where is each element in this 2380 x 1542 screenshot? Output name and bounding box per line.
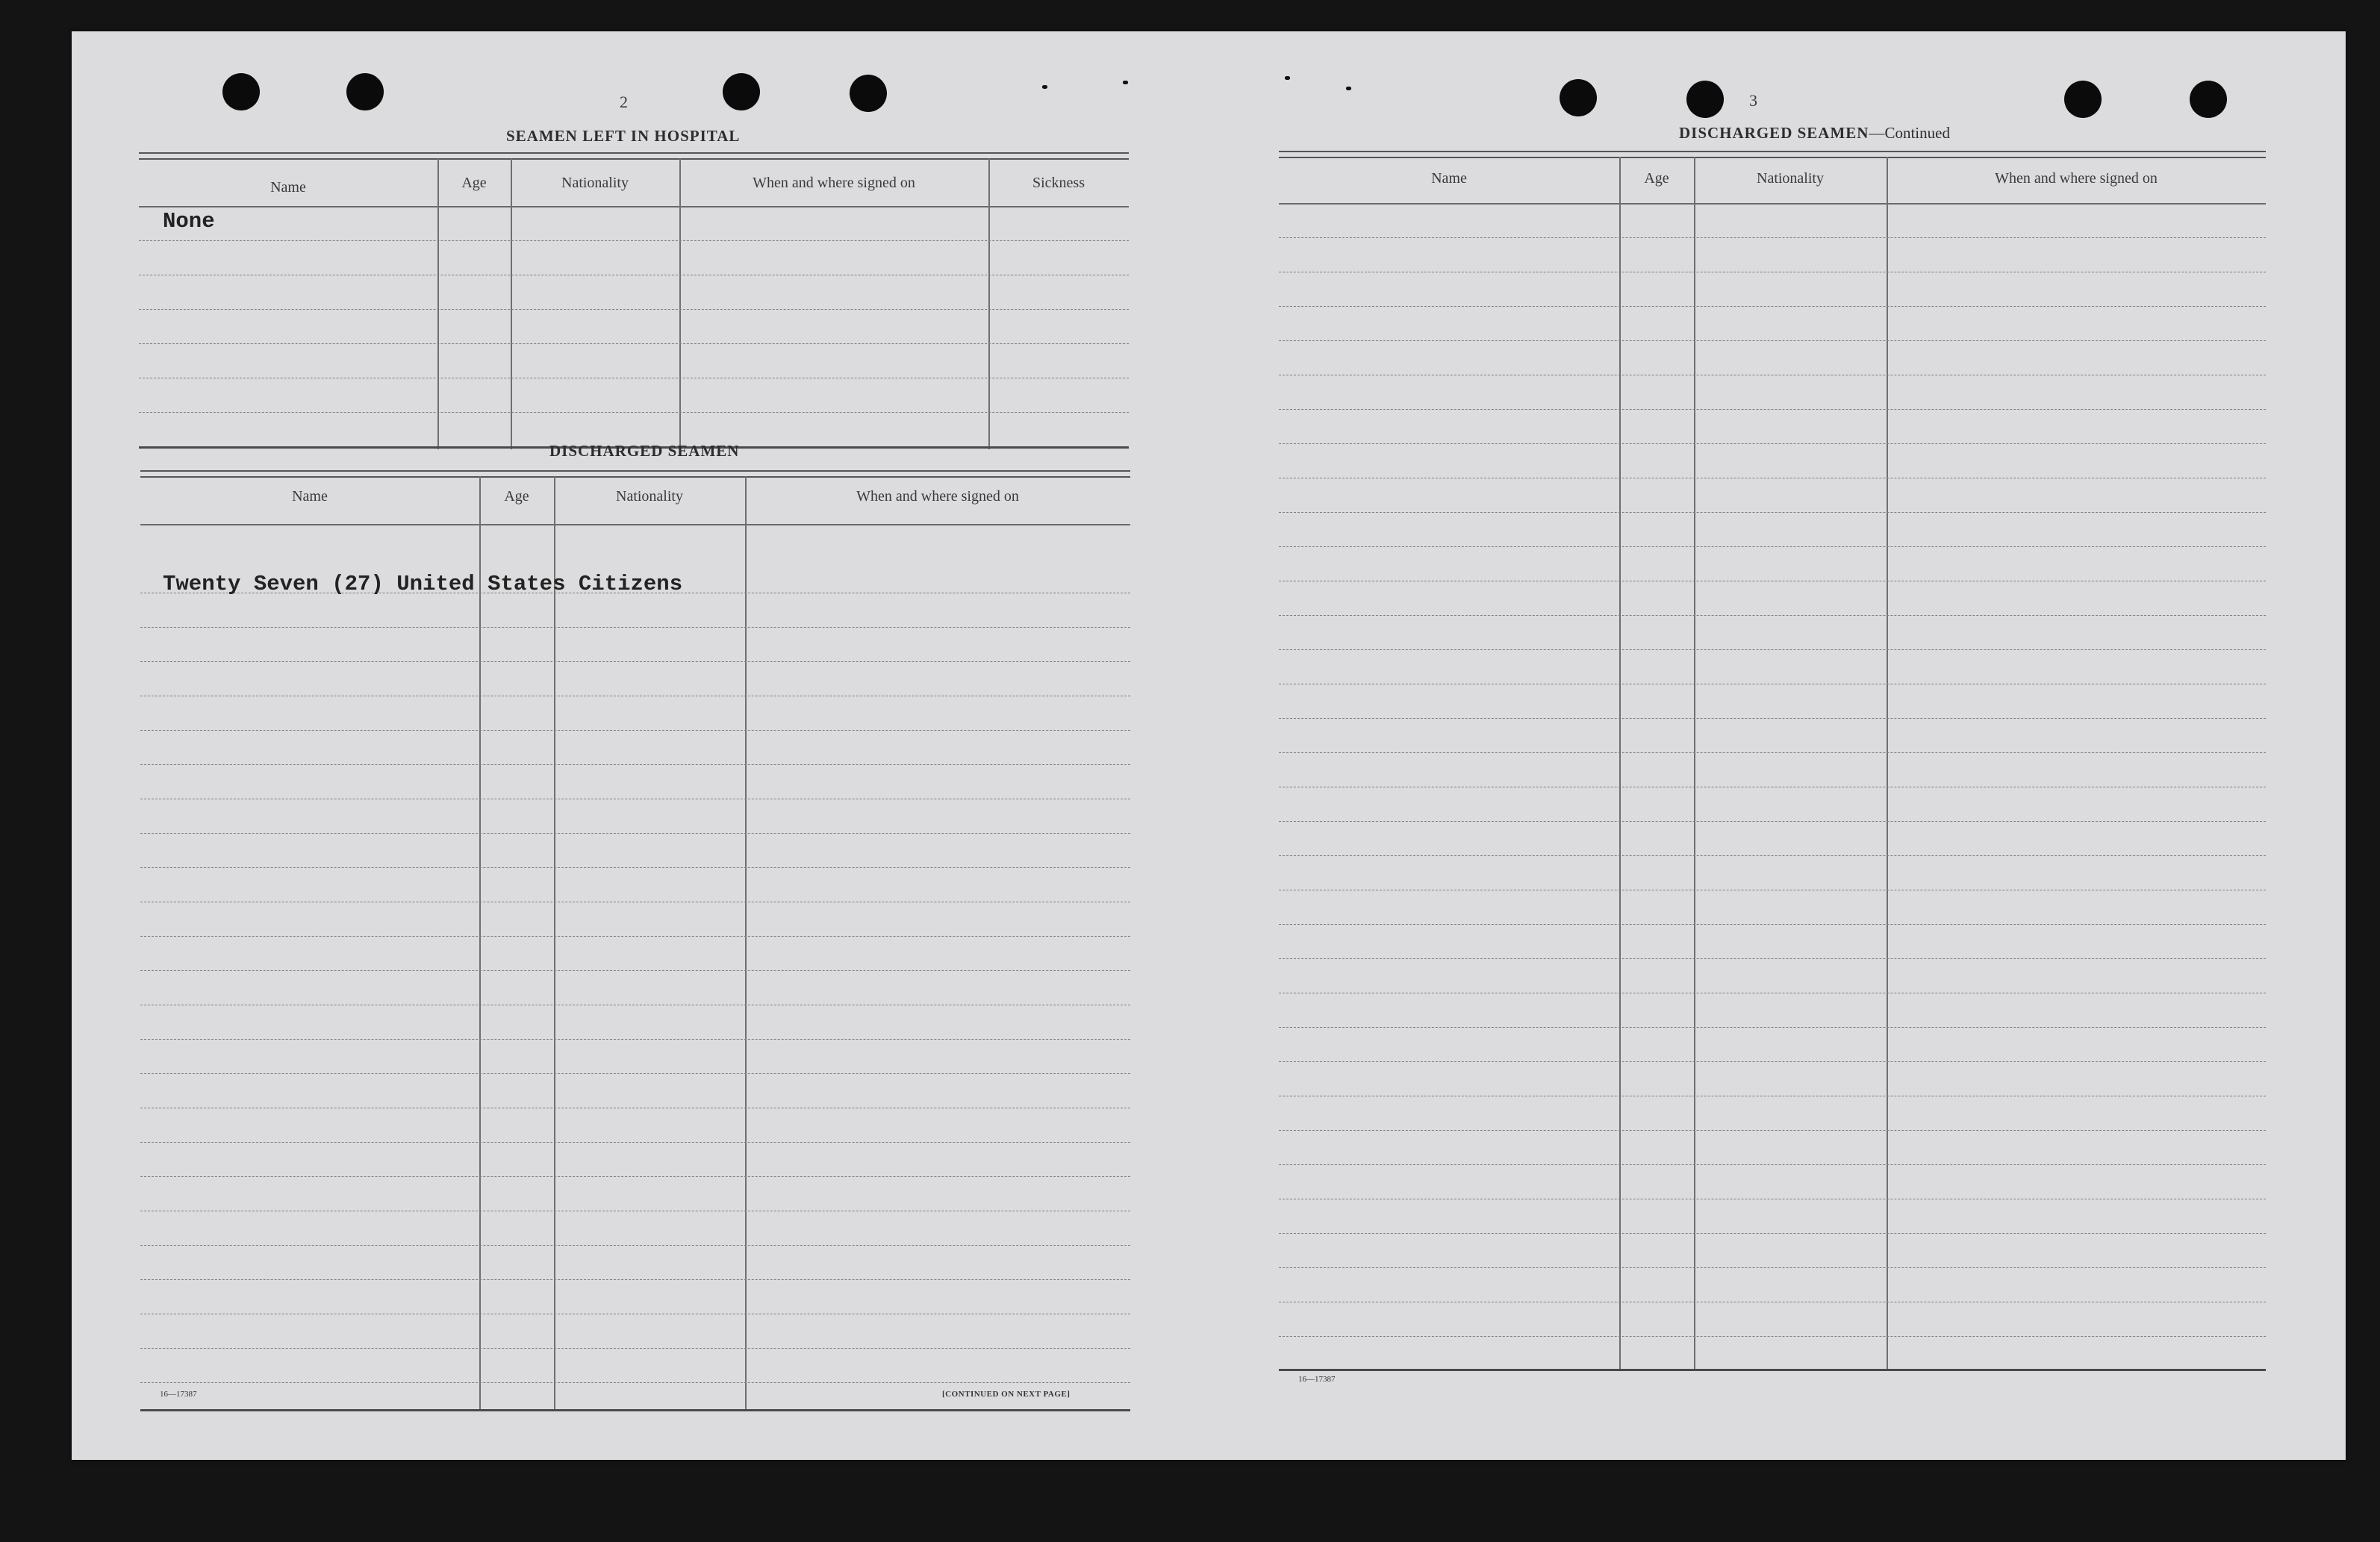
table-row <box>140 661 1130 662</box>
table-row <box>140 936 1130 937</box>
table-row <box>140 1245 1130 1246</box>
column-divider <box>1619 157 1621 1370</box>
table-row <box>1279 1267 2266 1268</box>
table-row <box>1279 1336 2266 1337</box>
table-row <box>139 240 1129 241</box>
right-page <box>1209 31 2346 1460</box>
table-row <box>1279 546 2266 547</box>
table-row <box>1279 1164 2266 1165</box>
discharged-table <box>140 470 1130 1412</box>
column-divider <box>988 158 990 449</box>
table-row <box>140 764 1130 765</box>
col-header-signed-on: When and where signed on <box>856 488 1019 505</box>
title-suffix: —Continued <box>1869 124 1950 142</box>
double-rule <box>1279 151 2266 158</box>
table-row <box>140 833 1130 834</box>
hospital-entry: None <box>163 209 215 234</box>
col-header-nationality: Nationality <box>616 488 683 505</box>
table-row <box>1279 821 2266 822</box>
punch-hole <box>346 73 384 110</box>
col-header-signed-on: When and where signed on <box>753 175 915 191</box>
hospital-section-title: SEAMEN LEFT IN HOSPITAL <box>506 127 741 145</box>
table-row <box>1279 409 2266 410</box>
table-row <box>1279 1233 2266 1234</box>
table-row <box>1279 306 2266 307</box>
column-divider <box>479 476 481 1411</box>
table-row <box>140 730 1130 731</box>
table-row <box>1279 958 2266 959</box>
discharged-continued-table <box>1279 151 2266 1408</box>
punch-hole <box>222 73 260 110</box>
table-row <box>1279 718 2266 719</box>
table-row <box>1279 237 2266 238</box>
page-number: 3 <box>1749 91 1757 110</box>
col-header-age: Age <box>504 488 529 505</box>
discharged-section-title: DISCHARGED SEAMEN <box>549 442 740 460</box>
column-divider <box>1887 157 1888 1370</box>
header-rule <box>139 206 1129 207</box>
ink-speck <box>1285 76 1290 80</box>
punch-hole <box>850 75 887 112</box>
table-bottom-rule <box>140 1409 1130 1411</box>
page-number: 2 <box>620 93 628 111</box>
col-header-name: Name <box>1431 170 1467 187</box>
table-row <box>139 309 1129 310</box>
form-number: 16—17387 <box>1298 1375 1336 1384</box>
table-row <box>140 1176 1130 1177</box>
table-row <box>140 970 1130 971</box>
punch-hole <box>1686 81 1724 118</box>
continued-note: [CONTINUED ON NEXT PAGE] <box>942 1390 1071 1399</box>
ink-speck <box>1346 87 1351 90</box>
table-row <box>1279 512 2266 513</box>
hospital-table <box>139 152 1129 451</box>
table-row <box>140 1073 1130 1074</box>
column-divider <box>554 476 555 1411</box>
table-row <box>140 1279 1130 1280</box>
ledger-sheet <box>72 31 2346 1460</box>
table-row <box>1279 340 2266 341</box>
header-rule <box>1279 203 2266 205</box>
col-header-nationality: Nationality <box>561 175 629 191</box>
table-row <box>139 343 1129 344</box>
punch-hole <box>1560 79 1597 116</box>
table-row <box>1279 615 2266 616</box>
col-header-signed-on: When and where signed on <box>1995 170 2158 187</box>
col-header-name: Name <box>292 488 328 505</box>
table-row <box>1279 649 2266 650</box>
table-row <box>1279 752 2266 753</box>
table-row <box>140 867 1130 868</box>
punch-hole <box>2064 81 2102 118</box>
title-main: DISCHARGED SEAMEN <box>1679 124 1869 142</box>
table-row <box>1279 855 2266 856</box>
table-row <box>140 627 1130 628</box>
table-row <box>140 1382 1130 1383</box>
ink-speck <box>1123 81 1128 84</box>
col-header-sickness: Sickness <box>1032 175 1085 191</box>
col-header-age: Age <box>461 175 487 191</box>
double-rule <box>140 470 1130 478</box>
column-divider <box>679 158 681 449</box>
left-page <box>72 31 1209 1460</box>
column-divider <box>437 158 439 449</box>
table-row <box>1279 443 2266 444</box>
table-row <box>140 1039 1130 1040</box>
col-header-name: Name <box>270 179 306 196</box>
column-divider <box>511 158 512 449</box>
table-row <box>1279 1130 2266 1131</box>
punch-hole <box>723 73 760 110</box>
form-number: 16—17387 <box>160 1390 197 1399</box>
table-row <box>1279 1061 2266 1062</box>
table-row <box>139 412 1129 413</box>
discharged-entry: Twenty Seven (27) United States Citizens <box>163 572 683 596</box>
ink-speck <box>1042 85 1047 89</box>
table-row <box>1279 924 2266 925</box>
col-header-age: Age <box>1644 170 1669 187</box>
discharged-continued-title <box>1679 124 1950 143</box>
column-divider <box>1694 157 1695 1370</box>
header-rule <box>140 524 1130 525</box>
table-row <box>1279 1027 2266 1028</box>
col-header-nationality: Nationality <box>1757 170 1824 187</box>
double-rule <box>139 152 1129 160</box>
table-row <box>140 1142 1130 1143</box>
table-bottom-rule <box>1279 1369 2266 1371</box>
table-row <box>140 1348 1130 1349</box>
column-divider <box>745 476 747 1411</box>
punch-hole <box>2190 81 2227 118</box>
